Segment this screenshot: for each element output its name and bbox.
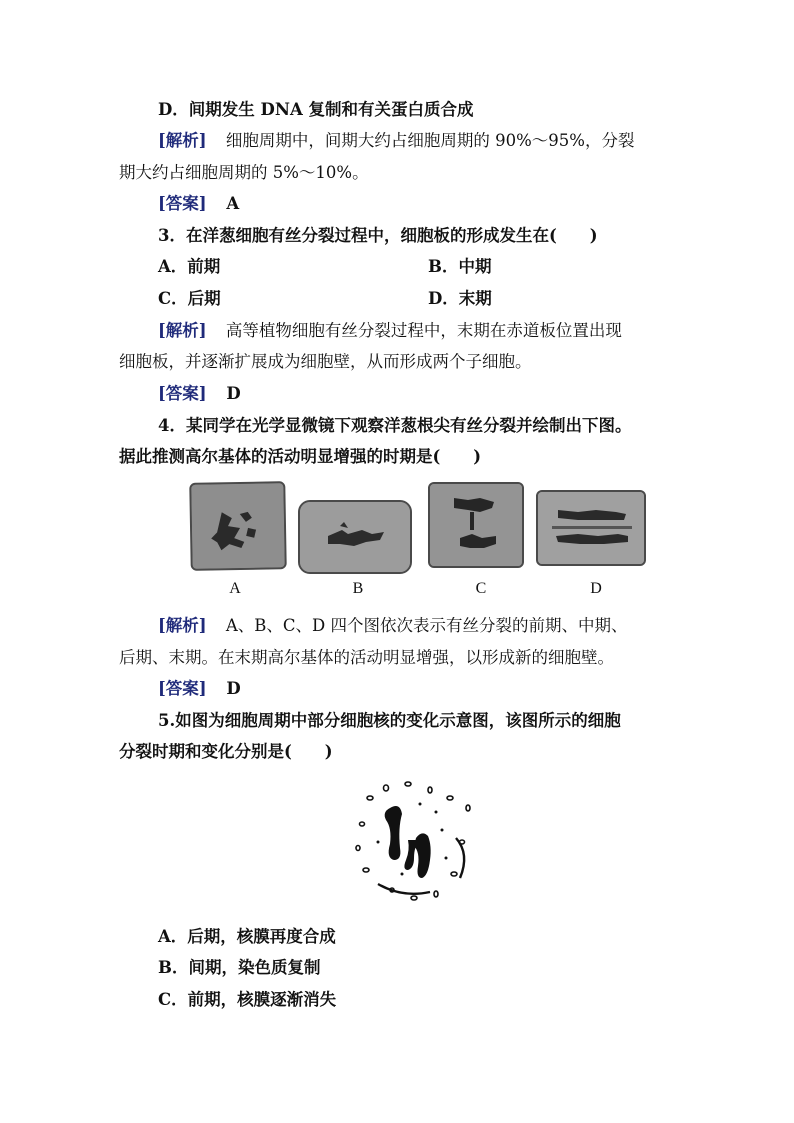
answer-tag: [答案] bbox=[158, 679, 207, 698]
q4-analysis-line-2: 后期、末期。在末期高尔基体的活动明显增强，以形成新的细胞壁。 bbox=[119, 648, 614, 667]
q4-answer bbox=[158, 677, 688, 701]
figure-label-a: A bbox=[229, 580, 241, 597]
q3-analysis-line-1 bbox=[158, 319, 688, 343]
q3-option-b: B．中期 bbox=[428, 257, 492, 276]
analysis-text: A、B、C、D 四个图依次表示有丝分裂的前期、中期、 bbox=[225, 616, 628, 635]
q5-stem-line-1: 5.如图为细胞周期中部分细胞核的变化示意图，该图所示的细胞 bbox=[158, 711, 621, 730]
answer-value: A bbox=[226, 194, 240, 213]
q4-stem-line-1: 4．某同学在光学显微镜下观察洋葱根尖有丝分裂并绘制出下图。 bbox=[158, 416, 632, 435]
q2-answer bbox=[158, 192, 688, 216]
nucleus-diagram bbox=[350, 778, 480, 908]
micrograph-a bbox=[189, 481, 287, 571]
q3-option-a: A．前期 bbox=[158, 257, 221, 276]
q3-analysis-line-2: 细胞板，并逐渐扩展成为细胞壁，从而形成两个子细胞。 bbox=[119, 352, 532, 371]
q3-stem: 3．在洋葱细胞有丝分裂过程中，细胞板的形成发生在( ) bbox=[158, 226, 598, 245]
answer-value: D bbox=[226, 384, 241, 403]
q3-answer bbox=[158, 382, 688, 406]
figure-label-b: B bbox=[352, 580, 364, 597]
analysis-tag: [解析] bbox=[158, 616, 207, 635]
answer-tag: [答案] bbox=[158, 384, 207, 403]
q3-options-row-2 bbox=[158, 287, 688, 311]
micrograph-c bbox=[428, 482, 524, 568]
q2-analysis-line-2: 期大约占细胞周期的 5%～10%。 bbox=[119, 163, 369, 182]
analysis-tag: [解析] bbox=[158, 131, 207, 150]
q5-option-c: C．前期，核膜逐渐消失 bbox=[158, 990, 337, 1009]
q3-option-c: C．后期 bbox=[158, 289, 221, 308]
q5-stem-line-2: 分裂时期和变化分别是( ) bbox=[119, 742, 333, 761]
figure-label-d: D bbox=[590, 580, 602, 597]
q3-option-d: D．末期 bbox=[428, 289, 492, 308]
micrograph-b bbox=[298, 500, 412, 574]
analysis-text: 细胞周期中，间期大约占细胞周期的 90%～95%，分裂 bbox=[225, 131, 635, 150]
q2-option-d: D．间期发生 DNA 复制和有关蛋白质合成 bbox=[158, 100, 474, 119]
answer-tag: [答案] bbox=[158, 194, 207, 213]
q3-options-row-1 bbox=[158, 255, 688, 279]
figure-label-c: C bbox=[475, 580, 487, 597]
analysis-text: 高等植物细胞有丝分裂过程中，末期在赤道板位置出现 bbox=[225, 321, 622, 340]
q4-stem-line-2: 据此推测高尔基体的活动明显增强的时期是( ) bbox=[119, 447, 482, 466]
answer-value: D bbox=[226, 679, 241, 698]
q4-micrograph-figure bbox=[190, 482, 650, 572]
micrograph-d bbox=[536, 490, 646, 566]
q5-option-b: B．间期，染色质复制 bbox=[158, 958, 321, 977]
q2-analysis-line-1 bbox=[158, 129, 688, 153]
q5-option-a: A．后期，核膜再度合成 bbox=[158, 927, 336, 946]
q4-analysis-line-1 bbox=[158, 614, 688, 638]
analysis-tag: [解析] bbox=[158, 321, 207, 340]
